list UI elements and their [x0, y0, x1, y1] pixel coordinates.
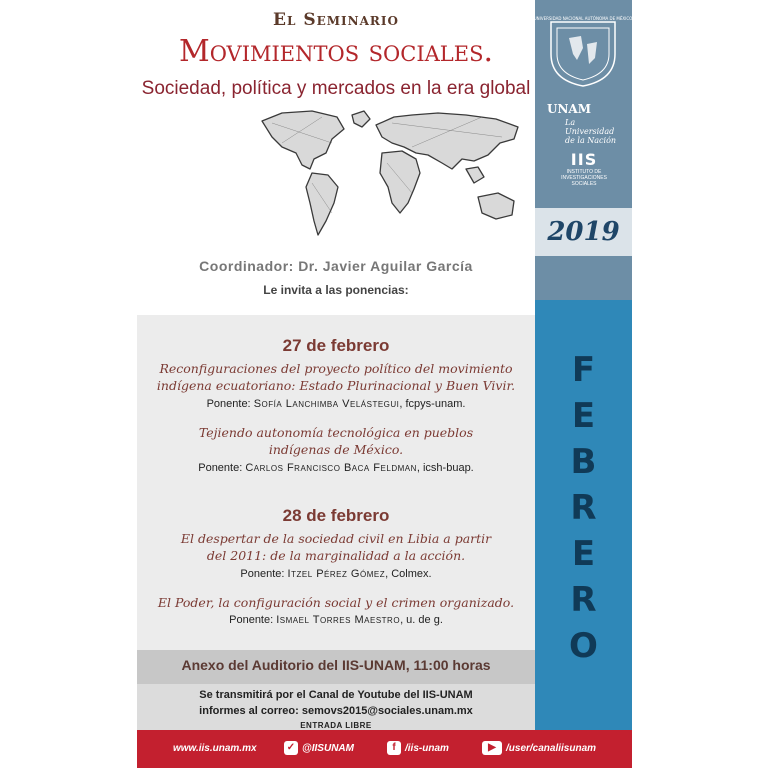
talk-title: [137, 594, 535, 611]
talk-title: [137, 530, 535, 564]
facebook-handle: /iis-unam: [405, 743, 449, 754]
seminar-label: El Seminario: [273, 10, 399, 30]
talk-title: [137, 360, 535, 394]
month-letter: E: [571, 534, 596, 574]
month-letter: O: [569, 626, 598, 666]
speaker-label: Ponente:: [240, 568, 285, 580]
year-label: 2019: [535, 208, 632, 256]
speaker-line: [137, 398, 535, 410]
twitter-icon: ✓: [284, 741, 298, 755]
speaker-line: [137, 568, 535, 580]
poster-subtitle: Sociedad, política y mercados en la era global: [141, 78, 531, 99]
speaker-name: Sofía Lanchimba Velástegui: [253, 398, 400, 410]
free-entry: ENTRADA LIBRE: [300, 721, 372, 730]
iis-logo: [549, 150, 619, 187]
speaker-line: [137, 614, 535, 626]
unam-tagline: La Universidad de la Nación: [565, 118, 617, 145]
talk-title-line: Tejiendo autonomía tecnológica en pueblos: [198, 425, 474, 440]
footer-bar: [137, 730, 632, 768]
speaker-affiliation: , fcpys-unam.: [399, 398, 466, 410]
month-letter: R: [570, 488, 597, 528]
talk-title-line: El Poder, la configuración social y el crimen organizado.: [157, 595, 515, 610]
facebook-link[interactable]: [387, 730, 449, 768]
youtube-link[interactable]: [482, 730, 596, 768]
speaker-affiliation: , icsh-buap.: [416, 462, 474, 474]
youtube-icon: ▶: [482, 741, 502, 755]
website-link[interactable]: www.iis.unam.mx: [173, 743, 257, 754]
youtube-channel: /user/canaliisunam: [506, 743, 597, 754]
speaker-name: Carlos Francisco Baca Feldman: [245, 462, 417, 474]
month-letter: E: [571, 396, 596, 436]
world-map-illustration: [252, 103, 532, 245]
month-letter: B: [570, 442, 597, 482]
contact-email: informes al correo: semovs2015@sociales.unam.mx: [199, 705, 473, 717]
talk-title: [137, 424, 535, 458]
talk-title-line: indígena ecuatoriano: Estado Plurinacional y Buen Vivir.: [156, 378, 516, 393]
speaker-name: Itzel Pérez Gómez: [287, 568, 386, 580]
speaker-label: Ponente:: [206, 398, 251, 410]
coordinator: Coordinador: Dr. Javier Aguilar García: [199, 258, 473, 274]
talk-title-line: Reconfiguraciones del proyecto político del movimiento: [159, 361, 513, 376]
talk-title-line: El despertar de la sociedad civil en Libia a partir: [180, 531, 492, 546]
speaker-label: Ponente:: [229, 614, 274, 626]
unam-logo-text: UNIVERSIDAD NACIONAL AUTÓNOMA DE MÉXICO: [533, 16, 633, 21]
talk-title-line: indígenas de México.: [268, 442, 404, 457]
iis-name: INSTITUTO DE INVESTIGACIONES SOCIALES: [561, 169, 607, 187]
stream-info: Se transmitirá por el Canal de Youtube del IIS-UNAM: [199, 689, 473, 701]
speaker-label: Ponente:: [198, 462, 243, 474]
iis-wordmark: IIS: [570, 150, 598, 169]
session-date: 27 de febrero: [282, 336, 390, 355]
twitter-link[interactable]: [284, 730, 354, 768]
month-letter: R: [570, 580, 597, 620]
unam-tagline-logo: [547, 100, 622, 145]
speaker-line: [137, 462, 535, 474]
talk-title-line: del 2011: de la marginalidad a la acción.: [206, 548, 466, 563]
twitter-handle: @IISUNAM: [302, 743, 354, 754]
poster-title: Movimientos sociales.: [178, 34, 493, 69]
speaker-affiliation: , u. de g.: [400, 614, 443, 626]
speaker-affiliation: , Colmex.: [385, 568, 432, 580]
month-letter: F: [571, 350, 596, 390]
venue-time: Anexo del Auditorio del IIS-UNAM, 11:00 horas: [181, 657, 491, 673]
speaker-name: Ismael Torres Maestro: [276, 614, 401, 626]
event-poster: [137, 0, 632, 768]
session-date: 28 de febrero: [282, 506, 390, 525]
unam-wordmark: UNAM: [547, 102, 592, 116]
invite-text: Le invita a las ponencias:: [263, 283, 409, 297]
unam-shield-logo: [533, 14, 633, 88]
facebook-icon: f: [387, 741, 401, 755]
